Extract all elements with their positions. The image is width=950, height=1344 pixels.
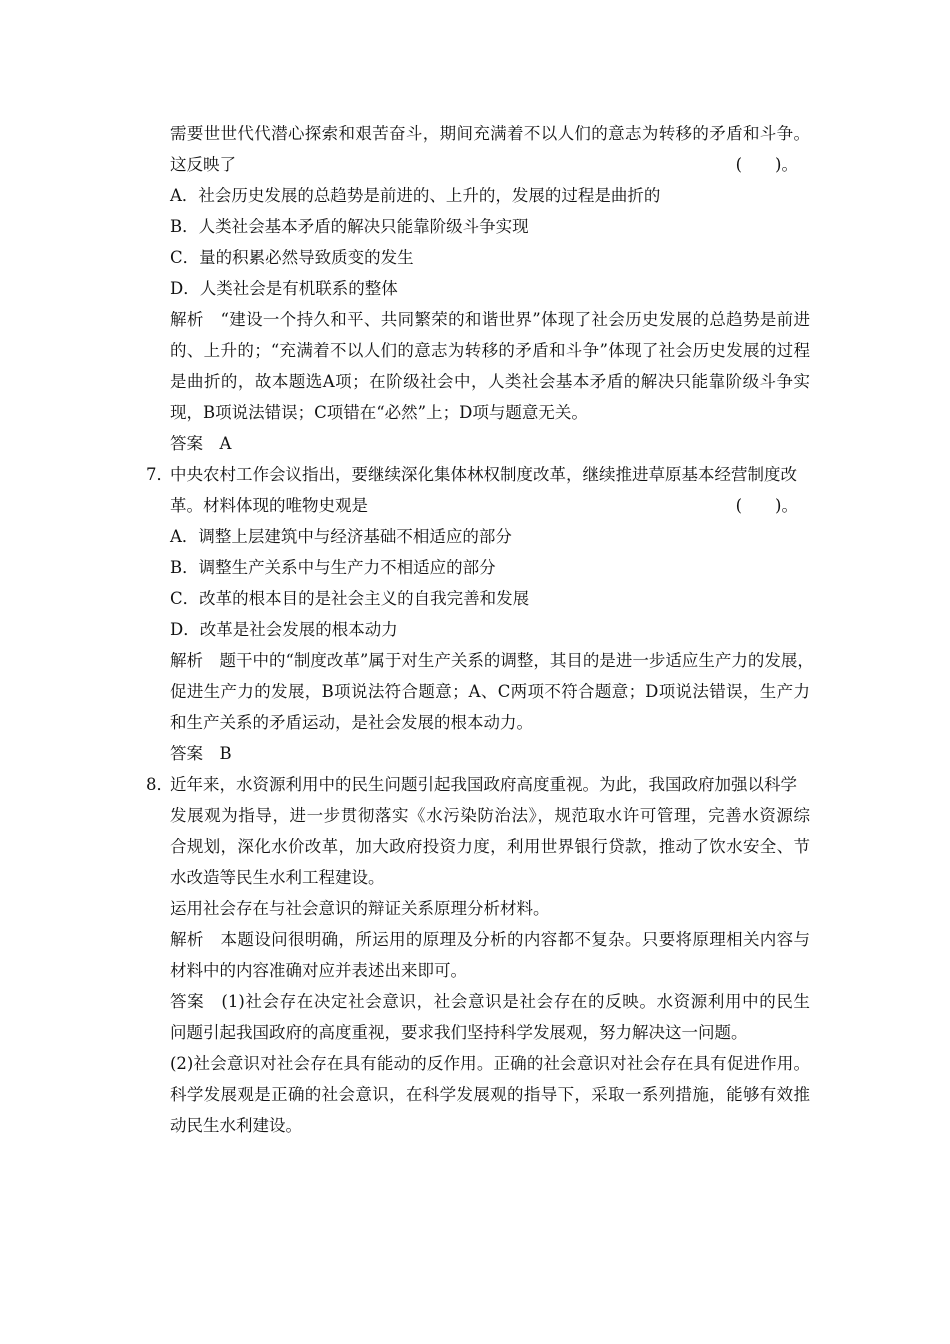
q8-answer-line-1: 答案 (1)社会存在决定社会意识，社会意识是社会存在的反映。水资源利用中的民生: [170, 992, 810, 1011]
q8-analysis-line-1: 解析 本题设问很明确，所运用的原理及分析的内容都不复杂。只要将原理相关内容与: [170, 930, 810, 949]
q8-stem-text-1: 近年来，水资源利用中的民生问题引起我国政府高度重视。为此，我国政府加强以科学: [170, 775, 797, 794]
q6-stem-line-1: 需要世世代代潜心探索和艰苦奋斗，期间充满着不以人们的意志为转移的矛盾和斗争。: [170, 124, 810, 143]
q6-analysis-line-3: 是曲折的，故本题选A项；在阶级社会中，人类社会基本矛盾的解决只能靠阶级斗争实: [170, 372, 810, 391]
q6-stem-line-2: [170, 155, 810, 175]
q6-analysis-line-1: 解析 “建设一个持久和平、共同繁荣的和谐世界”体现了社会历史发展的总趋势是前进: [170, 310, 810, 329]
q7-stem-line-2: [170, 496, 810, 516]
q7-option-a: A．调整上层建筑中与经济基础不相适应的部分: [170, 527, 512, 546]
q6-stem-text: 这反映了: [170, 155, 236, 174]
q8-answer-line-4: 科学发展观是正确的社会意识，在科学发展观的指导下，采取一系列措施，能够有效推: [170, 1085, 810, 1104]
q7-option-b: B．调整生产关系中与生产力不相适应的部分: [170, 558, 496, 577]
q7-option-d: D．改革是社会发展的根本动力: [170, 620, 398, 639]
q8-stem-line-4: 水改造等民生水利工程建设。: [170, 868, 385, 887]
q8-stem-line-1: [146, 775, 810, 795]
q6-option-b: B．人类社会基本矛盾的解决只能靠阶级斗争实现: [170, 217, 529, 236]
q7-answer: 答案 B: [170, 744, 232, 763]
q8-answer-line-3: (2)社会意识对社会存在具有能动的反作用。正确的社会意识对社会存在具有促进作用。: [170, 1054, 810, 1073]
q7-analysis-line-2: 促进生产力的发展，B项说法符合题意；A、C两项不符合题意；D项说法错误，生产力: [170, 682, 810, 701]
q6-option-a: A．社会历史发展的总趋势是前进的、上升的，发展的过程是曲折的: [170, 186, 661, 205]
q6-answer: 答案 A: [170, 434, 232, 453]
q8-number: 8．: [146, 775, 173, 794]
q6-option-c: C．量的积累必然导致质变的发生: [170, 248, 414, 267]
q7-number: 7．: [146, 465, 173, 484]
q7-stem-text-2: 革。材料体现的唯物史观是: [170, 496, 368, 515]
q8-stem-line-2: 发展观为指导，进一步贯彻落实《水污染防治法》，规范取水许可管理，完善水资源综: [170, 806, 810, 825]
q8-answer-line-2: 问题引起我国政府的高度重视，要求我们坚持科学发展观，努力解决这一问题。: [170, 1023, 748, 1042]
q8-analysis-line-2: 材料中的内容准确对应并表述出来即可。: [170, 961, 467, 980]
q7-stem-line-1: [146, 465, 810, 485]
q7-option-c: C．改革的根本目的是社会主义的自我完善和发展: [170, 589, 530, 608]
q7-stem-text-1: 中央农村工作会议指出，要继续深化集体林权制度改革，继续推进草原基本经营制度改: [170, 465, 797, 484]
q6-answer-paren: ( )。: [735, 155, 798, 174]
q7-analysis-line-3: 和生产关系的矛盾运动，是社会发展的根本动力。: [170, 713, 533, 732]
q6-option-d: D．人类社会是有机联系的整体: [170, 279, 398, 298]
q8-answer-line-5: 动民生水利建设。: [170, 1116, 302, 1135]
q8-task: 运用社会存在与社会意识的辩证关系原理分析材料。: [170, 899, 550, 918]
q7-analysis-line-1: 解析 题干中的“制度改革”属于对生产关系的调整，其目的是进一步适应生产力的发展，: [170, 651, 814, 670]
q6-analysis-line-2: 的、上升的；“充满着不以人们的意志为转移的矛盾和斗争”体现了社会历史发展的过程: [170, 341, 810, 360]
q7-answer-paren: ( )。: [735, 496, 798, 515]
q8-stem-line-3: 合规划，深化水价改革，加大政府投资力度，利用世界银行贷款，推动了饮水安全、节: [170, 837, 810, 856]
q6-analysis-line-4: 现，B项说法错误；C项错在“必然”上；D项与题意无关。: [170, 403, 588, 422]
